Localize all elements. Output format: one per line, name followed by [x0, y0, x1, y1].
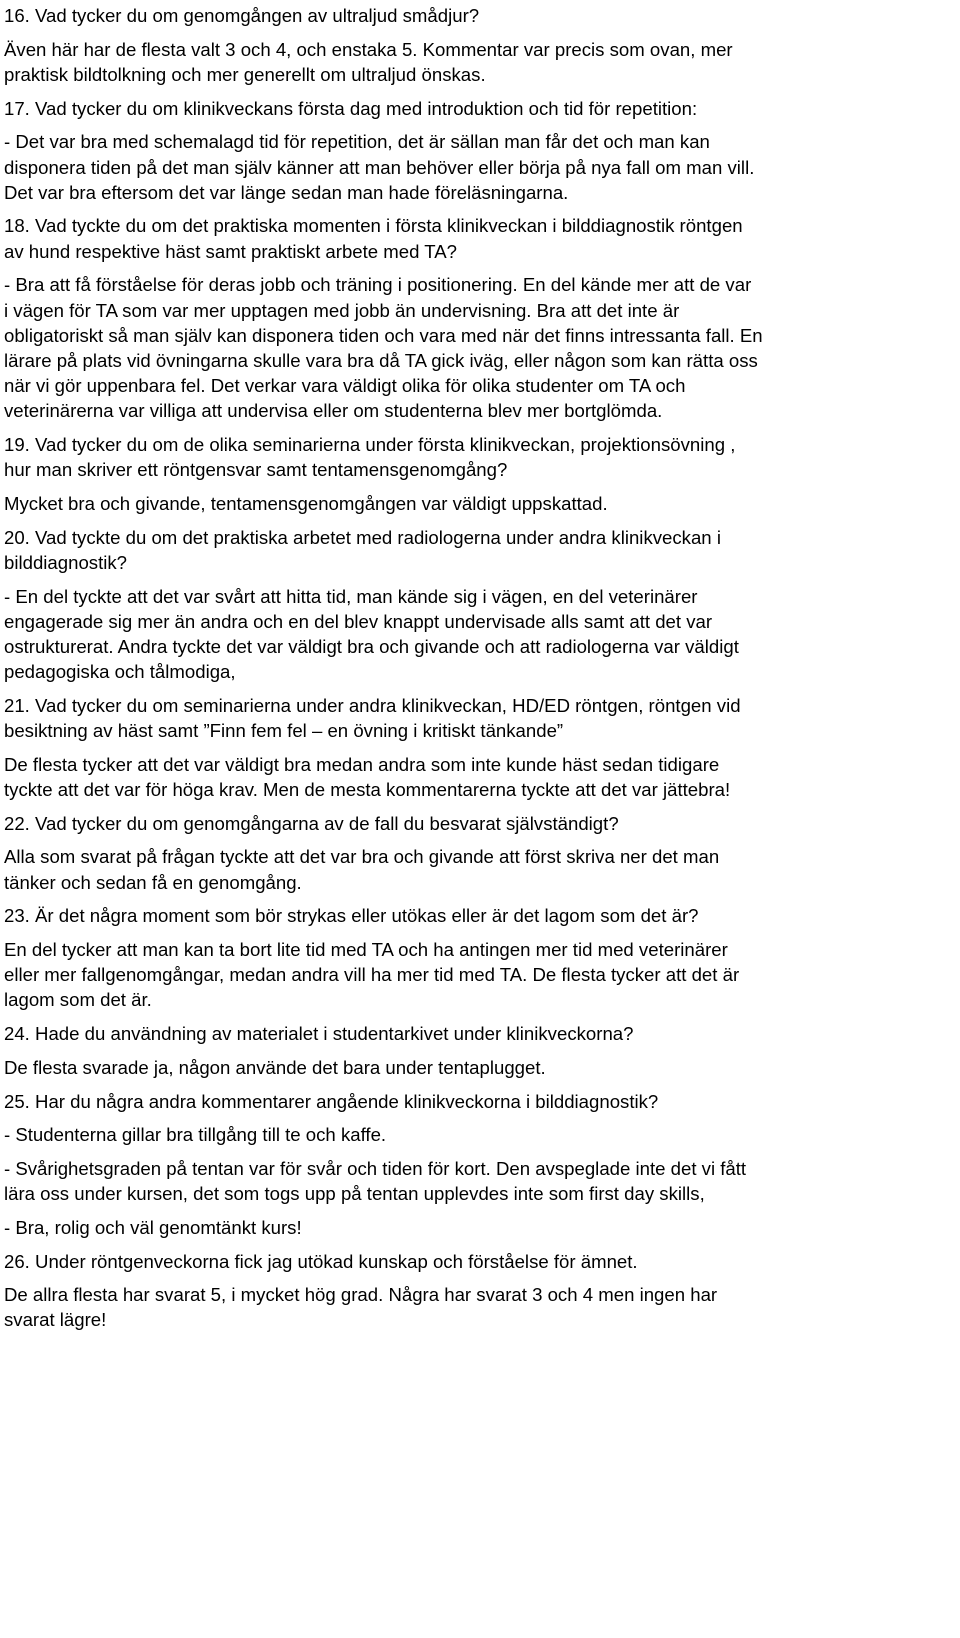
text-line: 18. Vad tyckte du om det praktiska momenten i första klinikveckan i bilddiagnostik röntgen: [4, 215, 743, 237]
paragraph: [4, 693, 948, 743]
text-line: 19. Vad tycker du om de olika seminarierna under första klinikveckan, projektionsövning ,: [4, 434, 736, 456]
text-line: 17. Vad tycker du om klinikveckans första dag med introduktion och tid för repetition:: [4, 97, 698, 119]
text-line: eller mer fallgenomgångar, medan andra vill ha mer tid med TA. De flesta tycker att det är: [4, 964, 740, 986]
text-line: disponera tiden på det man själv känner att man behöver eller börja på nya fall om man vill.: [4, 156, 755, 178]
text-line: obligatoriskt så man själv kan disponera tiden och vara med när det finns intressanta fall. En: [4, 324, 763, 346]
text-line: i vägen för TA som var mer upptagen med jobb än undervisning. Bra att det inte är: [4, 299, 680, 321]
text-line: Alla som svarat på frågan tyckte att det var bra och givande att först skriva ner det man: [4, 846, 720, 868]
paragraph: [4, 3, 948, 28]
text-line: - Bra, rolig och väl genomtänkt kurs!: [4, 1216, 302, 1238]
text-line: - Svårighetsgraden på tentan var för svår och tiden för kort. Den avspeglade inte det vi fått: [4, 1157, 747, 1179]
paragraph: [4, 1089, 948, 1114]
text-line: av hund respektive häst samt praktiskt arbete med TA?: [4, 240, 458, 262]
paragraph: [4, 272, 948, 423]
text-line: - Bra att få förståelse för deras jobb och träning i positionering. En del kände mer att de var: [4, 274, 752, 296]
text-line: lärare på plats vid övningarna skulle vara bra då TA gick iväg, eller någon som kan rätta oss: [4, 349, 758, 371]
text-line: lära oss under kursen, det som togs upp på tentan upplevdes inte som first day skills,: [4, 1183, 705, 1205]
text-line: 23. Är det några moment som bör strykas eller utökas eller är det lagom som det är?: [4, 905, 699, 927]
text-line: - En del tyckte att det var svårt att hitta tid, man kände sig i vägen, en del veterinärer: [4, 585, 698, 607]
text-line: praktisk bildtolkning och mer generellt om ultraljud önskas.: [4, 63, 486, 85]
text-line: 20. Vad tyckte du om det praktiska arbetet med radiologerna under andra klinikveckan i: [4, 526, 721, 548]
text-line: De allra flesta har svarat 5, i mycket hög grad. Några har svarat 3 och 4 men ingen har: [4, 1284, 718, 1306]
paragraph: [4, 1249, 948, 1274]
paragraph: [4, 1282, 948, 1332]
paragraph: [4, 37, 948, 87]
paragraph: [4, 1021, 948, 1046]
text-line: Mycket bra och givande, tentamensgenomgången var väldigt uppskattad.: [4, 492, 608, 514]
text-line: En del tycker att man kan ta bort lite tid med TA och ha antingen mer tid med veterinärer: [4, 939, 728, 960]
text-line: ostrukturerat. Andra tyckte det var väldigt bra och givande och att radiologerna var väldigt: [4, 635, 739, 657]
paragraph: [4, 432, 948, 482]
paragraph: [4, 213, 948, 263]
text-line: 16. Vad tycker du om genomgången av ultraljud smådjur?: [4, 5, 480, 26]
paragraph: [4, 129, 948, 205]
text-line: när vi gör uppenbara fel. Det verkar vara väldigt olika för olika studenter om TA och: [4, 375, 686, 397]
text-line: - Det var bra med schemalagd tid för repetition, det är sällan man får det och man kan: [4, 131, 710, 153]
text-line: Det var bra eftersom det var länge sedan man hade föreläsningarna.: [4, 181, 569, 203]
text-line: lagom som det är.: [4, 989, 152, 1011]
paragraph: [4, 491, 948, 516]
paragraph: [4, 1055, 948, 1080]
text-line: 25. Har du några andra kommentarer angående klinikveckorna i bilddiagnostik?: [4, 1090, 659, 1112]
paragraph: [4, 937, 948, 1013]
text-line: veterinärerna var villiga att undervisa eller om studenterna blev mer bortglömda.: [4, 400, 663, 422]
paragraph: [4, 1215, 948, 1240]
text-line: tänker och sedan få en genomgång.: [4, 871, 302, 893]
paragraph: [4, 1122, 948, 1147]
paragraph: [4, 811, 948, 836]
text-line: - Studenterna gillar bra tillgång till te och kaffe.: [4, 1124, 387, 1146]
text-line: pedagogiska och tålmodiga,: [4, 661, 236, 683]
paragraph: [4, 525, 948, 575]
text-line: 24. Hade du användning av materialet i studentarkivet under klinikveckorna?: [4, 1023, 634, 1045]
text-line: svarat lägre!: [4, 1309, 107, 1331]
text-line: engagerade sig mer än andra och en del blev knappt undervisade alls samt att det var: [4, 610, 713, 632]
paragraph: [4, 96, 948, 121]
text-line: 22. Vad tycker du om genomgångarna av de fall du besvarat självständigt?: [4, 812, 619, 834]
paragraph: [4, 752, 948, 802]
text-line: besiktning av häst samt ”Finn fem fel – en övning i kritiskt tänkande”: [4, 720, 564, 742]
text-line: Även här har de flesta valt 3 och 4, och enstaka 5. Kommentar var precis som ovan, mer: [4, 38, 733, 60]
paragraph: [4, 844, 948, 894]
text-line: 26. Under röntgenveckorna fick jag utökad kunskap och förståelse för ämnet.: [4, 1250, 638, 1272]
text-line: De flesta svarade ja, någon använde det bara under tentaplugget.: [4, 1056, 546, 1078]
paragraph: [4, 1156, 948, 1206]
text-line: De flesta tycker att det var väldigt bra medan andra som inte kunde häst sedan tidigare: [4, 753, 720, 775]
text-line: bilddiagnostik?: [4, 551, 128, 573]
text-line: tyckte att det var för höga krav. Men de mesta kommentarerna tyckte att det var jättebra!: [4, 778, 731, 800]
text-line: 21. Vad tycker du om seminarierna under andra klinikveckan, HD/ED röntgen, röntgen vid: [4, 694, 741, 716]
paragraph: [4, 584, 948, 685]
text-line: hur man skriver ett röntgensvar samt tentamensgenomgång?: [4, 459, 508, 481]
paragraph: [4, 903, 948, 928]
